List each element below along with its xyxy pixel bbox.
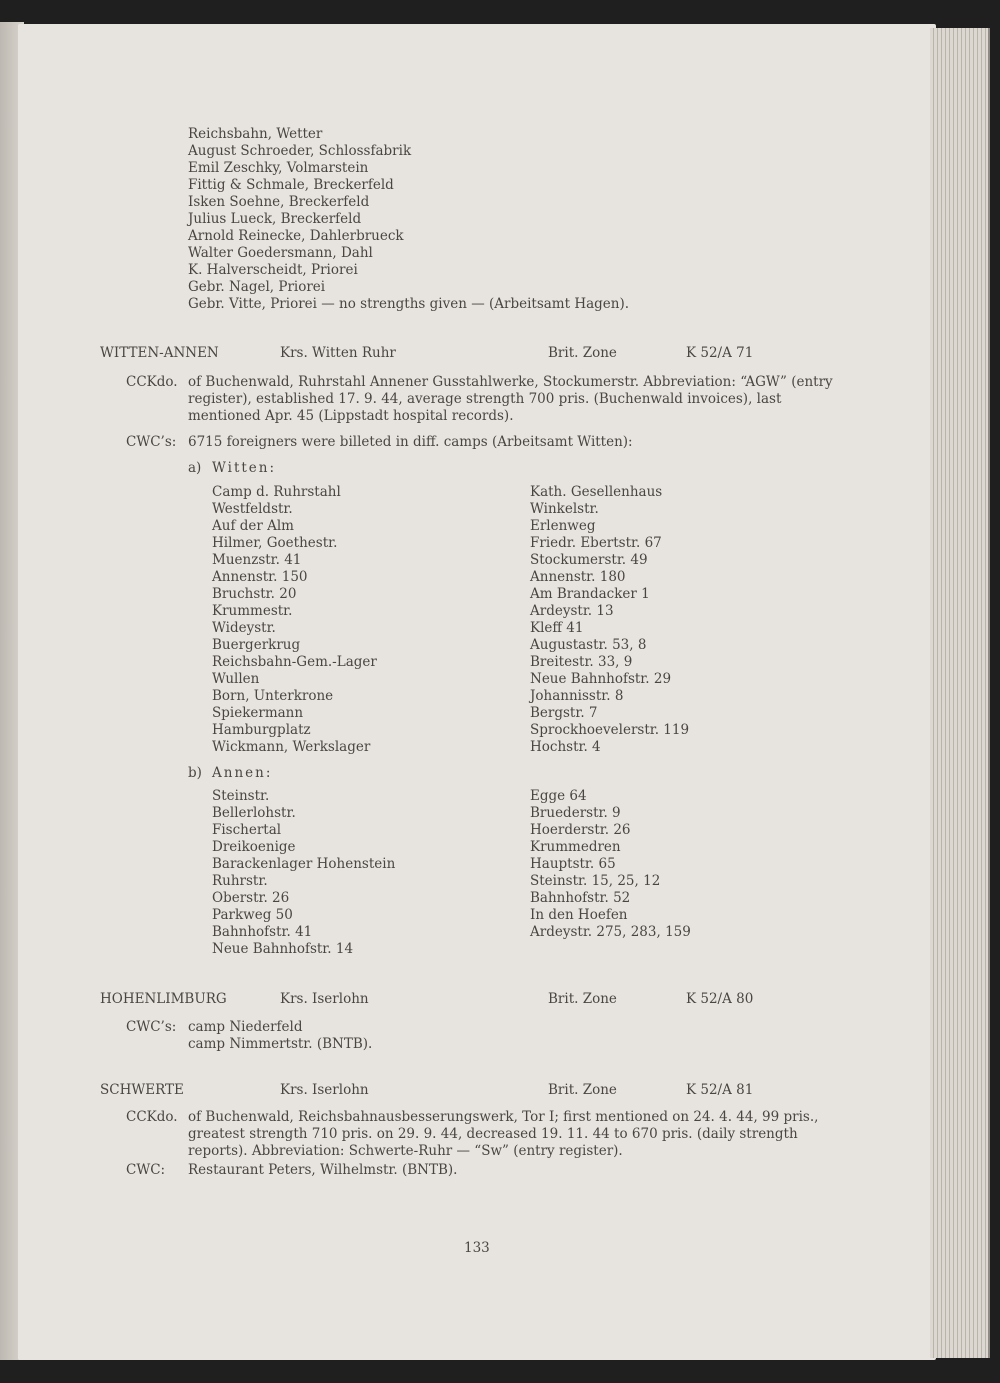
top-list xyxy=(188,126,629,313)
witten-b-right-item: Hoerderstr. 26 xyxy=(530,822,631,838)
witten-a-left-item: Born, Unterkrone xyxy=(212,688,334,704)
witten-a-right-item: Augustastr. 53, 8 xyxy=(530,637,647,653)
witten-a-left-item: Bruchstr. 20 xyxy=(212,586,297,602)
witten-a-left-item: Wickmann, Werkslager xyxy=(212,739,371,755)
book-page xyxy=(18,24,936,1360)
witten-a-left-item: Westfeldstr. xyxy=(212,501,293,517)
witten-b-heading: Annen: xyxy=(212,765,273,781)
witten-b-right-item: Bruederstr. 9 xyxy=(530,805,621,821)
witten-b-right-item: Krummedren xyxy=(530,839,621,855)
top-list-item: Isken Soehne, Breckerfeld xyxy=(188,194,370,210)
page-stack-edge xyxy=(930,28,990,1358)
schwerte-ref: K 52/A 81 xyxy=(686,1082,754,1098)
witten-a-right-item: Neue Bahnhofstr. 29 xyxy=(530,671,672,687)
witten-a-right-item: Bergstr. 7 xyxy=(530,705,598,721)
witten-a-left-item: Hamburgplatz xyxy=(212,722,311,738)
witten-a-left-item: Muenzstr. 41 xyxy=(212,552,302,568)
page-number: 133 xyxy=(464,1240,490,1256)
witten-b-left-item: Oberstr. 26 xyxy=(212,890,290,906)
witten-b-right-item: Egge 64 xyxy=(530,788,587,804)
witten-b-left-item: Parkweg 50 xyxy=(212,907,293,923)
schwerte-cwc-text: Restaurant Peters, Wilhelmstr. (BNTB). xyxy=(188,1162,458,1178)
witten-cwc-label: CWC’s: xyxy=(126,434,177,450)
witten-a-left-item: Auf der Alm xyxy=(212,518,294,534)
witten-a-right-item: Kleff 41 xyxy=(530,620,584,636)
witten-b-left-column xyxy=(212,788,395,958)
witten-b-right-item: Steinstr. 15, 25, 12 xyxy=(530,873,661,889)
hohenlimburg-ref: K 52/A 80 xyxy=(686,991,754,1007)
witten-a-right-item: Am Brandacker 1 xyxy=(530,586,650,602)
top-list-item: Gebr. Nagel, Priorei xyxy=(188,279,326,295)
witten-b-right-item: Bahnhofstr. 52 xyxy=(530,890,631,906)
witten-a-left-item: Annenstr. 150 xyxy=(212,569,308,585)
schwerte-district: Krs. Iserlohn xyxy=(280,1082,369,1098)
hohenlimburg-district: Krs. Iserlohn xyxy=(280,991,369,1007)
witten-a-left-item: Spiekermann xyxy=(212,705,304,721)
witten-b-left-item: Bellerlohstr. xyxy=(212,805,296,821)
top-list-item: Julius Lueck, Breckerfeld xyxy=(188,211,362,227)
witten-a-left-item: Wideystr. xyxy=(212,620,276,636)
witten-a-left-item: Hilmer, Goethestr. xyxy=(212,535,338,551)
top-list-item: Fittig & Schmale, Breckerfeld xyxy=(188,177,394,193)
top-list-item: K. Halverscheidt, Priorei xyxy=(188,262,358,278)
witten-a-right-item: Hochstr. 4 xyxy=(530,739,601,755)
witten-place: WITTEN-ANNEN xyxy=(100,345,219,361)
witten-a-right-item: Breitestr. 33, 9 xyxy=(530,654,633,670)
witten-a-left-item: Buergerkrug xyxy=(212,637,301,653)
top-list-item: Walter Goedersmann, Dahl xyxy=(188,245,373,261)
witten-a-left-item: Krummestr. xyxy=(212,603,293,619)
witten-a-marker: a) xyxy=(188,460,202,476)
witten-a-right-item: Friedr. Ebertstr. 67 xyxy=(530,535,662,551)
witten-a-right-item: Annenstr. 180 xyxy=(530,569,626,585)
witten-b-right-item: Ardeystr. 275, 283, 159 xyxy=(530,924,691,940)
witten-a-right-item: Stockumerstr. 49 xyxy=(530,552,648,568)
hohenlimburg-cwc-line-2: camp Nimmertstr. (BNTB). xyxy=(188,1036,373,1052)
schwerte-zone: Brit. Zone xyxy=(548,1082,617,1098)
top-list-item: August Schroeder, Schlossfabrik xyxy=(188,143,412,159)
witten-b-left-item: Bahnhofstr. 41 xyxy=(212,924,313,940)
top-list-item: Reichsbahn, Wetter xyxy=(188,126,323,142)
witten-a-right-column xyxy=(530,484,689,756)
witten-a-right-item: Ardeystr. 13 xyxy=(530,603,614,619)
hohenlimburg-place: HOHENLIMBURG xyxy=(100,991,227,1007)
witten-a-right-item: Winkelstr. xyxy=(530,501,599,517)
witten-a-left-item: Camp d. Ruhrstahl xyxy=(212,484,341,500)
witten-b-right-item: Hauptstr. 65 xyxy=(530,856,616,872)
witten-a-left-item: Wullen xyxy=(212,671,260,687)
witten-cckdo-text: of Buchenwald, Ruhrstahl Annener Gusstahlwerke, Stockumerstr. Abbreviation: “AGW” (entry register), established 17. 9. 44, average strength 700 pris. (Buchenwald invoices), last mentioned Apr. 45 (Lippstadt hospital records). xyxy=(188,374,833,424)
witten-b-left-item: Ruhrstr. xyxy=(212,873,268,889)
witten-cwc-text: 6715 foreigners were billeted in diff. camps (Arbeitsamt Witten): xyxy=(188,434,633,450)
witten-cckdo-label: CCKdo. xyxy=(126,374,178,390)
witten-b-left-item: Fischertal xyxy=(212,822,282,838)
witten-a-right-item: Johannisstr. 8 xyxy=(530,688,624,704)
witten-a-right-item: Sprockhoevelerstr. 119 xyxy=(530,722,690,738)
witten-a-left-item: Reichsbahn-Gem.-Lager xyxy=(212,654,377,670)
witten-b-left-item: Neue Bahnhofstr. 14 xyxy=(212,941,354,957)
witten-zone: Brit. Zone xyxy=(548,345,617,361)
schwerte-cwc-label: CWC: xyxy=(126,1162,166,1178)
witten-ref: K 52/A 71 xyxy=(686,345,754,361)
top-list-item: Gebr. Vitte, Priorei — no strengths given — (Arbeitsamt Hagen). xyxy=(188,296,630,312)
top-list-item: Arnold Reinecke, Dahlerbrueck xyxy=(188,228,404,244)
witten-a-heading: Witten: xyxy=(212,460,277,476)
witten-a-right-item: Kath. Gesellenhaus xyxy=(530,484,663,500)
witten-b-right-item: In den Hoefen xyxy=(530,907,628,923)
witten-b-right-column xyxy=(530,788,691,941)
witten-b-left-item: Barackenlager Hohenstein xyxy=(212,856,396,872)
hohenlimburg-cwc-label: CWC’s: xyxy=(126,1019,177,1035)
witten-b-left-item: Steinstr. xyxy=(212,788,270,804)
schwerte-cckdo-label: CCKdo. xyxy=(126,1109,178,1125)
witten-b-marker: b) xyxy=(188,765,202,781)
hohenlimburg-cwc-line-1: camp Niederfeld xyxy=(188,1019,303,1035)
schwerte-place: SCHWERTE xyxy=(100,1082,184,1098)
witten-b-left-item: Dreikoenige xyxy=(212,839,296,855)
hohenlimburg-zone: Brit. Zone xyxy=(548,991,617,1007)
witten-a-left-column xyxy=(212,484,377,756)
top-list-item: Emil Zeschky, Volmarstein xyxy=(188,160,369,176)
witten-district: Krs. Witten Ruhr xyxy=(280,345,396,361)
witten-a-right-item: Erlenweg xyxy=(530,518,596,534)
schwerte-cckdo-text: of Buchenwald, Reichsbahnausbesserungswerk, Tor I; first mentioned on 24. 4. 44, 99 pris., greatest strength 710 pris. on 29. 9. 44, decreased 19. 11. 44 to 670 pris. (daily strength reports). Abbreviation: Schwerte-Ruhr — “Sw” (entry register). xyxy=(188,1109,819,1159)
